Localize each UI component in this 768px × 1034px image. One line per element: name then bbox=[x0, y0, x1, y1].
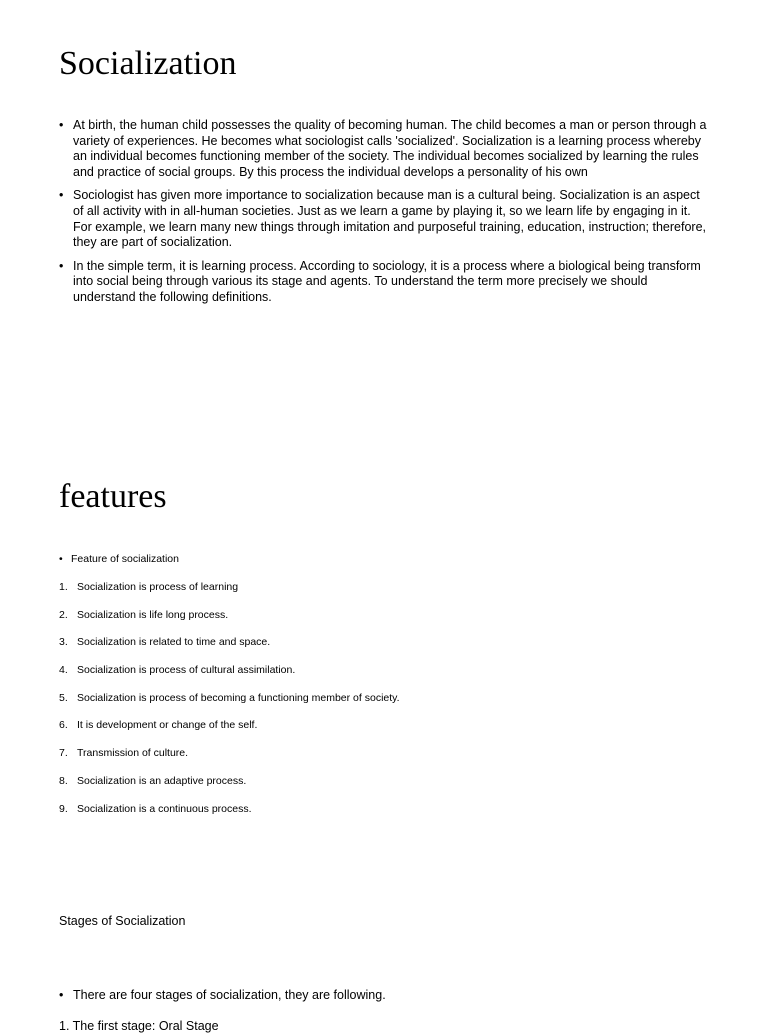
numbered-item bbox=[59, 802, 400, 816]
list-item-text: There are four stages of socialization, they are following. bbox=[73, 988, 386, 1002]
stage-list-item-partial: 1. The first stage: Oral Stage bbox=[59, 1019, 219, 1033]
section-title-socialization: Socialization bbox=[59, 45, 237, 82]
list-item-text: Feature of socialization bbox=[71, 553, 179, 565]
numbered-item bbox=[59, 635, 400, 649]
numbered-item bbox=[59, 580, 400, 594]
bullet-icon: • bbox=[59, 988, 64, 1002]
item-text: Socialization is process of cultural assimilation. bbox=[77, 664, 296, 677]
bullet-icon: • bbox=[59, 553, 63, 565]
item-number: 6. bbox=[59, 719, 68, 732]
item-text: Socialization is an adaptive process. bbox=[77, 774, 247, 787]
features-numbered-list bbox=[59, 580, 400, 829]
numbered-item bbox=[59, 746, 400, 760]
list-item bbox=[59, 118, 709, 180]
item-number: 7. bbox=[59, 747, 68, 760]
section-title-features: features bbox=[59, 478, 167, 515]
item-text: Socialization is process of learning bbox=[77, 581, 239, 593]
item-number: 8. bbox=[59, 774, 68, 787]
list-item bbox=[59, 987, 709, 1003]
item-number: 2. bbox=[59, 608, 68, 621]
bullet-icon: • bbox=[59, 118, 64, 132]
numbered-item bbox=[59, 774, 400, 788]
item-number: 9. bbox=[59, 802, 68, 815]
item-text: Transmission of culture. bbox=[77, 747, 189, 760]
item-text: Socialization is related to time and space. bbox=[77, 636, 271, 649]
features-intro-list bbox=[59, 552, 709, 566]
numbered-item bbox=[59, 691, 400, 705]
list-item bbox=[59, 188, 709, 250]
item-text: Socialization is process of becoming a functioning member of society. bbox=[77, 691, 400, 704]
item-text: Socialization is a continuous process. bbox=[77, 802, 252, 815]
list-item-text: At birth, the human child possesses the quality of becoming human. The child becomes a man or person through a variety of experiences. He becomes what sociologist calls 'socialized'. Socialization is a learning process whereby an individual becomes functioning member of the society. The individual becomes socialized by learning the rules and practice of social groups. By this process the individual develops a personality of his own bbox=[73, 118, 707, 179]
list-item bbox=[59, 552, 709, 566]
item-number: 3. bbox=[59, 636, 68, 649]
numbered-item bbox=[59, 718, 400, 732]
socialization-bullet-list bbox=[59, 118, 709, 314]
list-item bbox=[59, 259, 709, 306]
bullet-icon: • bbox=[59, 258, 64, 273]
item-text: Socialization is life long process. bbox=[77, 608, 229, 621]
list-item-text: In the simple term, it is learning process. According to sociology, it is a process where a biological being transform into social being through various its stage and agents. To understand the term more precisely we should understand the following definitions. bbox=[73, 258, 701, 304]
stages-heading: Stages of Socialization bbox=[59, 914, 186, 928]
item-number: 5. bbox=[59, 691, 68, 704]
item-number: 4. bbox=[59, 664, 68, 677]
stages-bullet-list bbox=[59, 987, 709, 1003]
item-text: It is development or change of the self. bbox=[77, 719, 258, 732]
numbered-item bbox=[59, 608, 400, 622]
numbered-item bbox=[59, 663, 400, 677]
item-number: 1. bbox=[59, 581, 68, 593]
bullet-icon: • bbox=[59, 188, 64, 203]
list-item-text: Sociologist has given more importance to socialization because man is a cultural being. Socialization is an aspect of all activity with in all-human societies. Just as we learn a game by playing it, so we learn life by engaging in it. For example, we learn many new things through imitation and purposeful training, education, instruction; therefore, they are part of socialization. bbox=[73, 188, 706, 250]
